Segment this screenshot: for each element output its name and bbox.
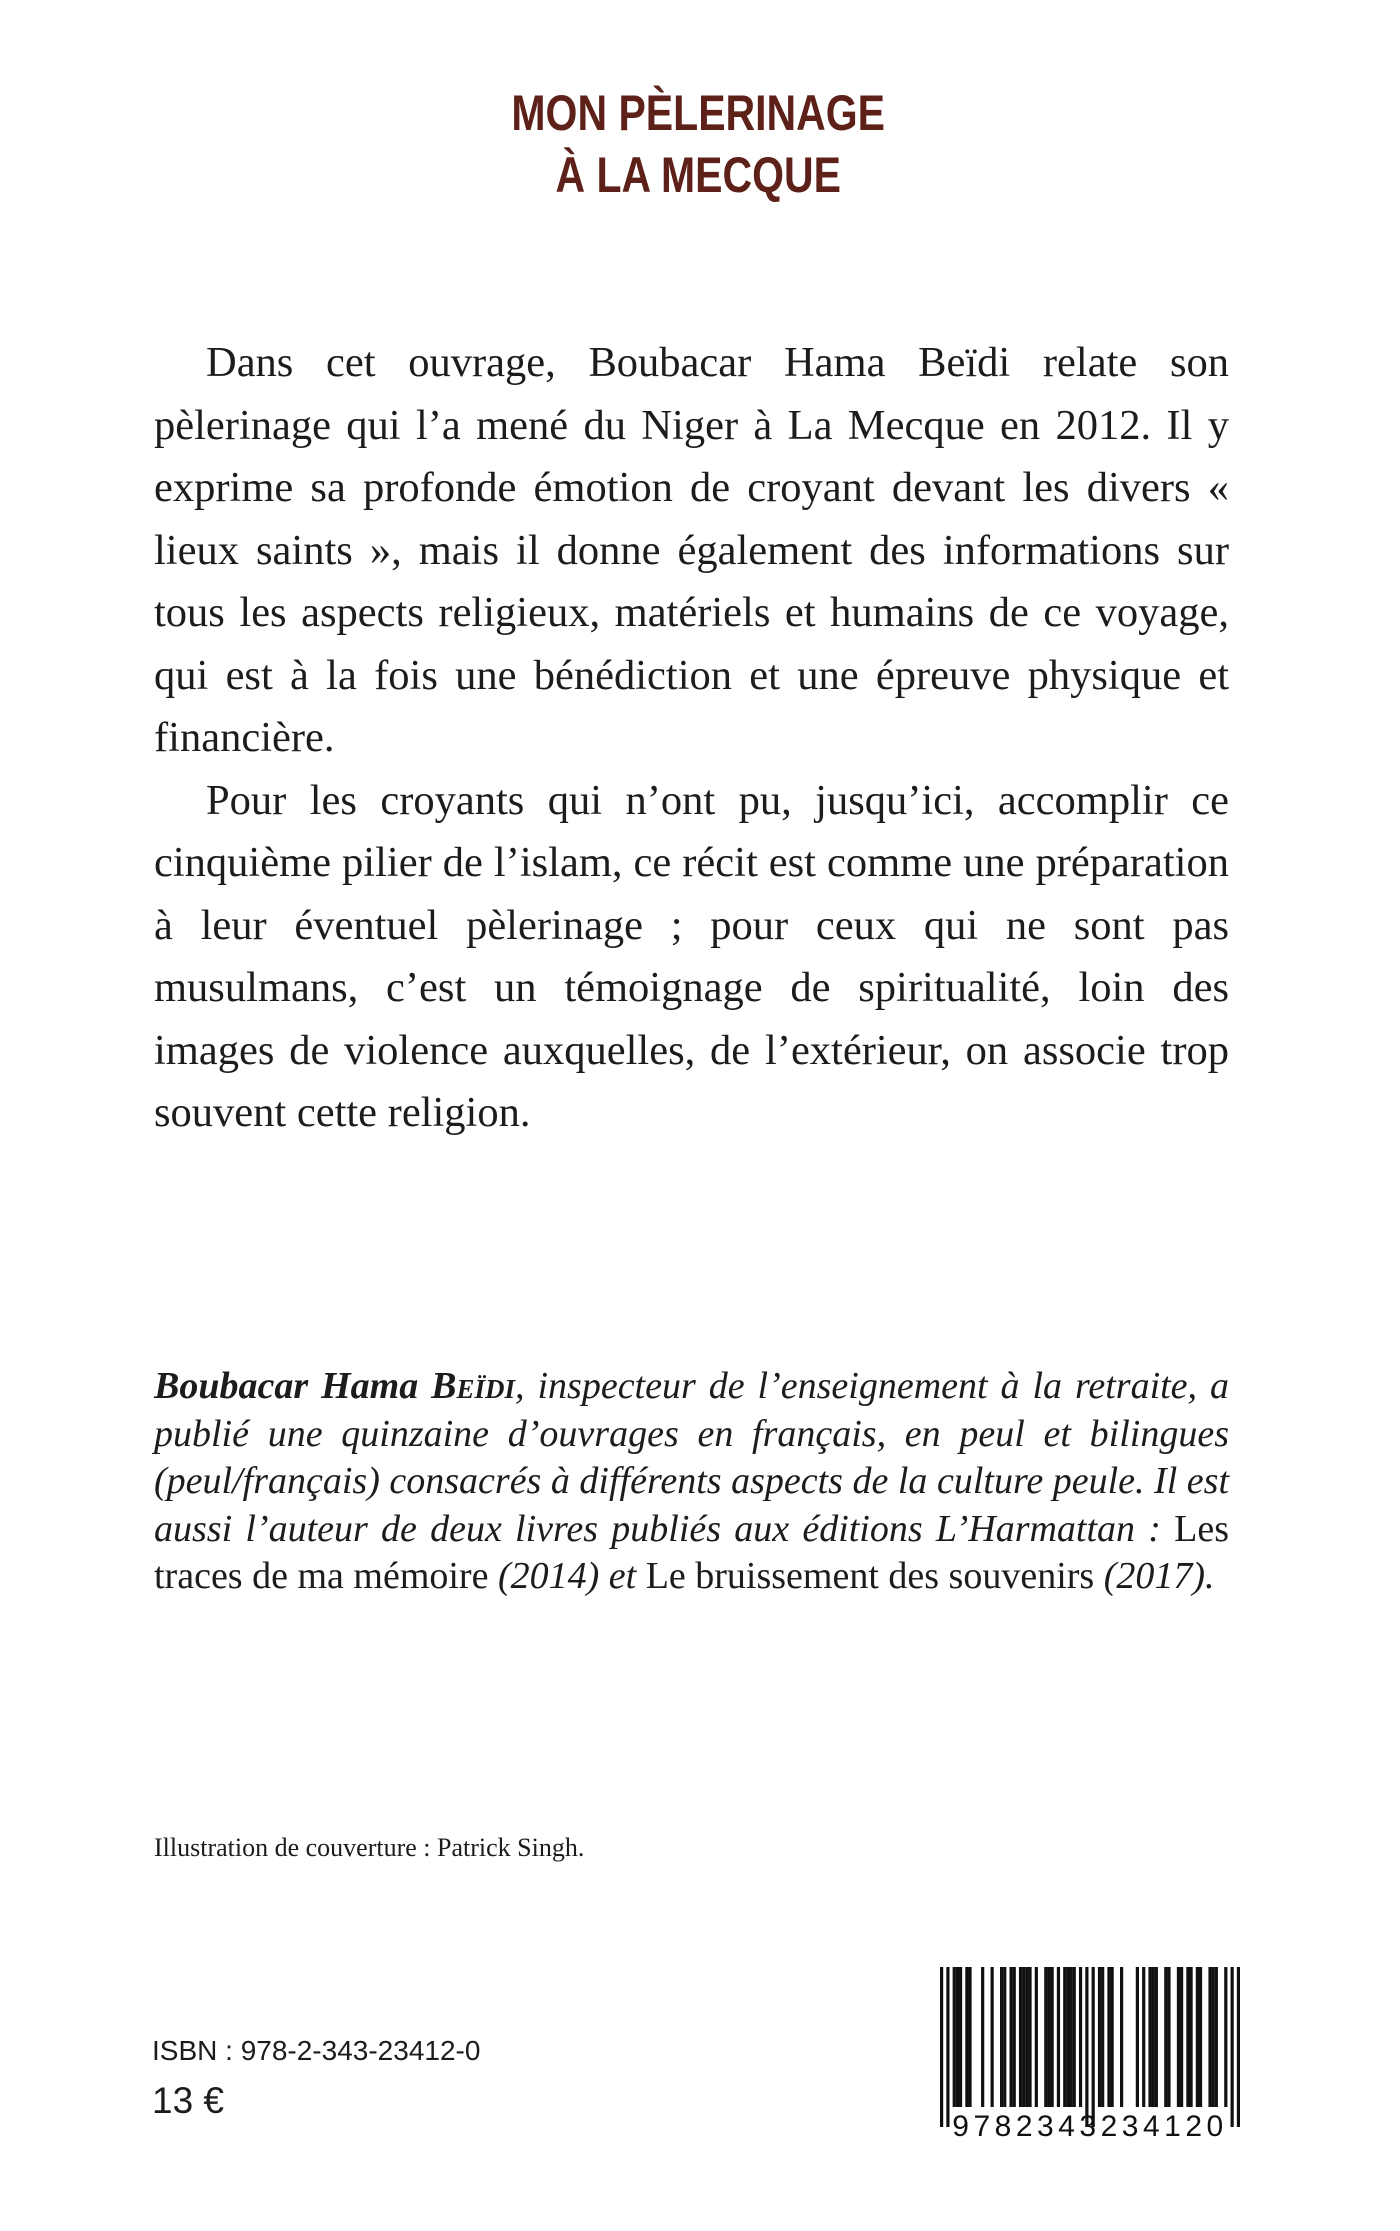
barcode-bar (1177, 1967, 1180, 2107)
barcode-bar (1155, 1967, 1158, 2107)
barcode-bar (1231, 1967, 1234, 2127)
book-title-1: Les traces de ma mémoire (154, 1507, 1229, 1598)
barcode-bar (1208, 1967, 1211, 2107)
barcode-bar (1152, 1967, 1155, 2107)
barcode-bar (1199, 1967, 1202, 2107)
summary-text (154, 332, 1229, 1145)
barcode-bar (1085, 1967, 1088, 2127)
barcode-bar (953, 1967, 956, 2107)
barcode-bar (1189, 1967, 1192, 2107)
barcode-bar (1215, 1967, 1218, 2107)
title-line-1: MON PÈLERINAGE (511, 85, 885, 141)
barcode-bar (1237, 1967, 1240, 2127)
barcode-bar (1047, 1967, 1050, 2107)
barcode-bar (1107, 1967, 1110, 2107)
book-year-1: (2014) et (488, 1555, 646, 1598)
author-last-name: Beïdi (431, 1365, 516, 1407)
barcode-bar (1186, 1967, 1189, 2107)
barcode-bar (1069, 1967, 1072, 2107)
author-bio-paragraph (154, 1363, 1229, 1601)
barcode-bar (1098, 1967, 1101, 2107)
barcode-number: 9782343234120 (952, 2110, 1228, 2143)
barcode-bar (1136, 1967, 1139, 2107)
price-label: 13 € (152, 2080, 225, 2121)
barcode-bar (1003, 1967, 1006, 2107)
barcode-bar (1148, 1967, 1151, 2107)
summary-paragraph-2: Pour les croyants qui n’ont pu, jusqu’ici, accomplir ce cinquième pilier de l’islam, ce récit est comme une préparation à leur éventuel pèlerinage ; pour ceux qui ne sont pas musulmans, c’est un témoignage de spiritualité, loin des images de violence auxquelles, de l’extérieur, on associe trop souvent cette religion. (154, 776, 1229, 1136)
barcode-bar (1111, 1967, 1114, 2107)
barcode-bar (1019, 1967, 1022, 2107)
barcode-bar (1044, 1967, 1047, 2107)
barcode-bar (940, 1967, 943, 2127)
barcode-bar (1101, 1967, 1104, 2107)
author-bio (154, 1363, 1229, 1601)
bio-text: , inspecteur de l’enseignement à la retraite, a publié une quinzaine d’ouvrages en français, en peul et bilingues (peul/français) consacrés à différents aspects de la culture peule. Il est aussi l’auteur de deux livres publiés aux éditions L’Harmattan : (154, 1365, 1229, 1550)
barcode-bar (1079, 1967, 1082, 2107)
barcode-bar (956, 1967, 959, 2107)
barcode-bar (1025, 1967, 1028, 2107)
title-line-2: À LA MECQUE (555, 147, 841, 203)
barcode-bar (1066, 1967, 1069, 2107)
barcode-bar (1000, 1967, 1003, 2107)
illustration-credit: Illustration de couverture : Patrick Singh. (154, 1833, 585, 1862)
barcode-bar (1051, 1967, 1054, 2107)
barcode-bar (991, 1967, 994, 2107)
barcode-bar (1035, 1967, 1038, 2107)
barcode-bar (1092, 1967, 1095, 2127)
barcode-bar (965, 1967, 968, 2107)
barcode-bar (1196, 1967, 1199, 2107)
barcode-bar (1009, 1967, 1012, 2107)
barcode-bar (1028, 1967, 1031, 2107)
summary-paragraph-1: Dans cet ouvrage, Boubacar Hama Beïdi relate son pèlerinage qui l’a mené du Niger à La Mecque en 2012. Il y exprime sa profonde émotion de croyant devant les divers « lieux saints », mais il donne également des informations sur tous les aspects religieux, matériels et humains de ce voyage, qui est à la fois une bénédiction et une épreuve physique et financière. (154, 339, 1229, 761)
book-title-2: Le bruissement des souvenirs (645, 1555, 1095, 1598)
barcode-bar (1224, 1967, 1227, 2107)
isbn-label: ISBN : 978-2-343-23412-0 (152, 2035, 481, 2066)
barcode-bar (1022, 1967, 1025, 2107)
book-year-2: (2017). (1094, 1555, 1215, 1598)
barcode-bar (1063, 1967, 1066, 2107)
barcode-bar (1167, 1967, 1170, 2107)
barcode-bar (1120, 1967, 1123, 2107)
barcode-bar (1073, 1967, 1076, 2107)
barcode-bar (959, 1967, 962, 2107)
barcode-bar (946, 1967, 949, 2127)
barcode-bar (1164, 1967, 1167, 2107)
barcode-bar (1142, 1967, 1145, 2107)
barcode-bar (1212, 1967, 1215, 2107)
author-first-name: Boubacar Hama (154, 1365, 432, 1407)
barcode-bar (981, 1967, 984, 2107)
barcode-bar (968, 1967, 971, 2107)
barcode-bar (1180, 1967, 1183, 2107)
barcode-bar (1013, 1967, 1016, 2107)
book-title (124, 82, 1272, 206)
barcode-bar (1057, 1967, 1060, 2107)
